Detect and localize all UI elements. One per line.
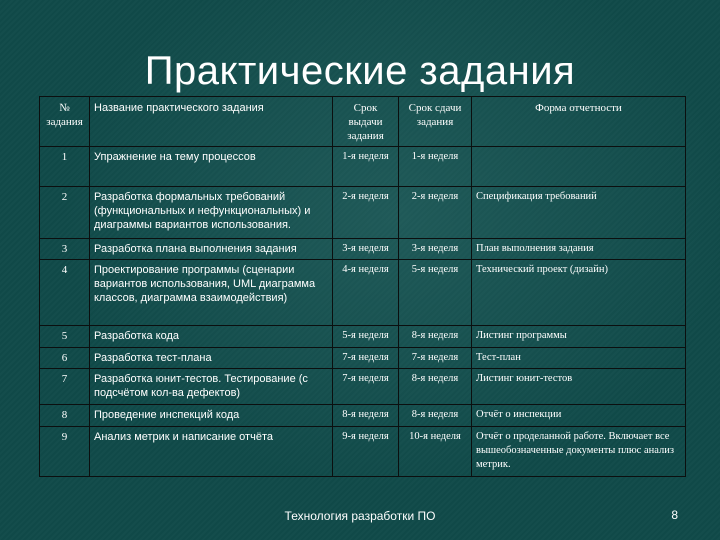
task-name: Разработка кода [90, 326, 333, 348]
task-due-week: 2-я неделя [399, 187, 472, 239]
task-number: 4 [40, 260, 90, 326]
task-issue-week: 8-я неделя [333, 405, 399, 427]
task-report-form: Листинг юнит-тестов [472, 369, 686, 405]
task-name: Проведение инспекций кода [90, 405, 333, 427]
task-number: 1 [40, 147, 90, 187]
task-due-week: 1-я неделя [399, 147, 472, 187]
task-issue-week: 7-я неделя [333, 369, 399, 405]
table-row [40, 260, 686, 326]
task-name: Разработка юнит-тестов. Тестирование (с подсчётом кол-ва дефектов) [90, 369, 333, 405]
header-name: Название практического задания [90, 97, 333, 147]
table-row [40, 348, 686, 369]
slide-title: Практические задания [144, 48, 576, 93]
task-issue-week: 3-я неделя [333, 239, 399, 260]
task-due-week: 8-я неделя [399, 326, 472, 348]
task-issue-week: 1-я неделя [333, 147, 399, 187]
task-number: 3 [40, 239, 90, 260]
task-issue-week: 5-я неделя [333, 326, 399, 348]
tasks-table [39, 96, 686, 477]
task-issue-week: 9-я неделя [333, 427, 399, 477]
task-issue-week: 4-я неделя [333, 260, 399, 326]
task-due-week: 10-я неделя [399, 427, 472, 477]
task-number: 2 [40, 187, 90, 239]
task-report-form: Отчёт о проделанной работе. Включает все вышеобозначенные документы плюс анализ метрик. [472, 427, 686, 477]
task-number: 6 [40, 348, 90, 369]
task-name: Упражнение на тему процессов [90, 147, 333, 187]
task-due-week: 8-я неделя [399, 405, 472, 427]
task-name: Разработка плана выполнения задания [90, 239, 333, 260]
table-row [40, 147, 686, 187]
task-name: Проектирование программы (сценарии вариантов использования, UML диаграмма классов, диаграмма взаимодействия) [90, 260, 333, 326]
task-report-form: План выполнения задания [472, 239, 686, 260]
task-report-form: Спецификация требований [472, 187, 686, 239]
task-due-week: 3-я неделя [399, 239, 472, 260]
table-row [40, 239, 686, 260]
task-name: Разработка формальных требований (функциональных и нефункциональных) и диаграммы вариантов использования. [90, 187, 333, 239]
footer-course-title: Технология разработки ПО [284, 509, 436, 523]
task-issue-week: 2-я неделя [333, 187, 399, 239]
task-report-form: Тест-план [472, 348, 686, 369]
task-report-form [472, 147, 686, 187]
table-row [40, 326, 686, 348]
table-row [40, 187, 686, 239]
task-number: 9 [40, 427, 90, 477]
task-due-week: 8-я неделя [399, 369, 472, 405]
page-number: 8 [671, 508, 678, 522]
table-row [40, 427, 686, 477]
task-report-form: Технический проект (дизайн) [472, 260, 686, 326]
task-name: Разработка тест-плана [90, 348, 333, 369]
task-report-form: Отчёт о инспекции [472, 405, 686, 427]
header-number: № задания [40, 97, 90, 147]
task-report-form: Листинг программы [472, 326, 686, 348]
header-due-date: Срок сдачи задания [399, 97, 472, 147]
table-row [40, 369, 686, 405]
task-due-week: 5-я неделя [399, 260, 472, 326]
task-number: 5 [40, 326, 90, 348]
task-due-week: 7-я неделя [399, 348, 472, 369]
task-issue-week: 7-я неделя [333, 348, 399, 369]
task-number: 8 [40, 405, 90, 427]
task-number: 7 [40, 369, 90, 405]
header-report-form: Форма отчетности [472, 97, 686, 147]
header-issue-date: Срок выдачи задания [333, 97, 399, 147]
table-row [40, 405, 686, 427]
table-header-row [40, 97, 686, 147]
task-name: Анализ метрик и написание отчёта [90, 427, 333, 477]
